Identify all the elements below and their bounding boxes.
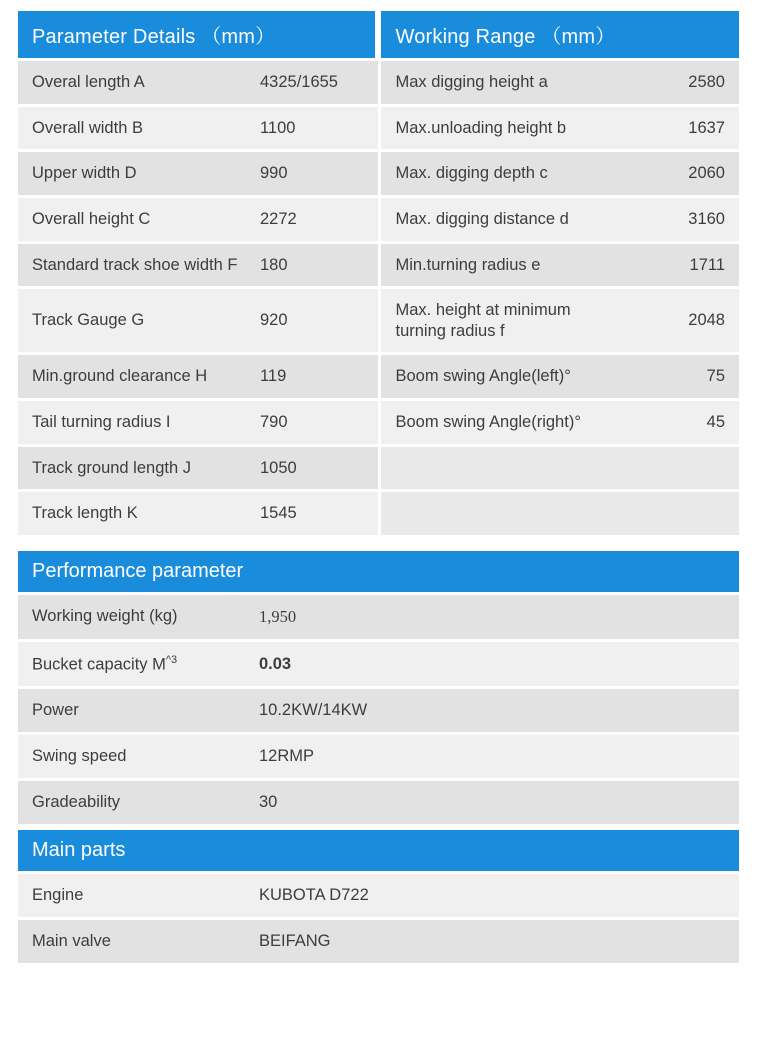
row-label-right: Max.unloading height b xyxy=(381,107,618,150)
row-label-left: Overal length A xyxy=(18,61,256,104)
table-row xyxy=(18,642,739,687)
table-row xyxy=(18,595,739,639)
row-label-left: Tail turning radius I xyxy=(18,401,256,444)
row-label-right: Max. digging depth c xyxy=(381,152,618,195)
row-value-right: 2048 xyxy=(618,289,739,352)
row-value-right: 1637 xyxy=(618,107,739,150)
parameter-table xyxy=(18,8,739,538)
row-value-left: 1100 xyxy=(256,107,379,150)
row-value: 10.2KW/14KW xyxy=(255,689,739,732)
row-label-right: Boom swing Angle(left)° xyxy=(381,355,618,398)
section-divider xyxy=(18,538,739,548)
row-label-right: Min.turning radius e xyxy=(381,244,618,287)
row-label: Power xyxy=(18,689,255,732)
table-row xyxy=(18,401,739,444)
table-row xyxy=(18,874,739,917)
row-label-text: Bucket capacity M xyxy=(32,655,166,674)
row-value-left: 1050 xyxy=(256,447,379,490)
table-row xyxy=(18,735,739,778)
table-row xyxy=(18,244,739,287)
row-value: 30 xyxy=(255,781,739,824)
empty-cell xyxy=(381,447,739,490)
row-value-left: 2272 xyxy=(256,198,379,241)
row-label-left: Standard track shoe width F xyxy=(18,244,256,287)
row-label-left: Min.ground clearance H xyxy=(18,355,256,398)
table-row xyxy=(18,152,739,195)
row-label-superscript: ^3 xyxy=(165,653,178,666)
row-label-right: Max digging height a xyxy=(381,61,618,104)
row-value-right: 75 xyxy=(618,355,739,398)
row-value-left: 990 xyxy=(256,152,379,195)
row-value-right: 2580 xyxy=(618,61,739,104)
row-value: 1,950 xyxy=(255,595,739,639)
row-label-left: Track ground length J xyxy=(18,447,256,490)
row-value-left: 119 xyxy=(256,355,379,398)
table-row xyxy=(18,198,739,241)
row-label-left: Track Gauge G xyxy=(18,289,256,352)
table-row xyxy=(18,920,739,963)
row-value-left: 790 xyxy=(256,401,379,444)
parameter-details-header: Parameter Details （mm） xyxy=(18,11,378,58)
row-value-left: 180 xyxy=(256,244,379,287)
row-value-right: 45 xyxy=(618,401,739,444)
row-label: Main valve xyxy=(18,920,255,963)
table-row xyxy=(18,107,739,150)
row-label: Working weight (kg) xyxy=(18,595,255,639)
performance-title: Performance parameter xyxy=(18,551,739,592)
row-label-right: Boom swing Angle(right)° xyxy=(381,401,618,444)
row-value: 12RMP xyxy=(255,735,739,778)
row-label-left: Upper width D xyxy=(18,152,256,195)
table-row xyxy=(18,492,739,535)
row-value-left: 1545 xyxy=(256,492,379,535)
row-label-right: Max. digging distance d xyxy=(381,198,618,241)
row-label: Gradeability xyxy=(18,781,255,824)
row-label-left: Track length K xyxy=(18,492,256,535)
row-value-left: 920 xyxy=(256,289,379,352)
row-label-left: Overall width B xyxy=(18,107,256,150)
row-value: BEIFANG xyxy=(255,920,739,963)
table-row xyxy=(18,289,739,352)
row-value-right: 1711 xyxy=(618,244,739,287)
row-label xyxy=(18,642,255,687)
row-value-left: 4325/1655 xyxy=(256,61,379,104)
row-label: Engine xyxy=(18,874,255,917)
performance-table xyxy=(18,548,739,828)
table-row xyxy=(18,61,739,104)
table-row xyxy=(18,355,739,398)
main-parts-title: Main parts xyxy=(18,830,739,871)
row-label-right: Max. height at minimum turning radius f xyxy=(381,289,618,352)
table-row xyxy=(18,689,739,732)
table-header-row xyxy=(18,11,739,58)
main-parts-table xyxy=(18,827,739,966)
row-value-right: 3160 xyxy=(618,198,739,241)
row-label: Swing speed xyxy=(18,735,255,778)
table-row xyxy=(18,447,739,490)
table-row xyxy=(18,781,739,824)
row-label-left: Overall height C xyxy=(18,198,256,241)
performance-header-row xyxy=(18,551,739,592)
empty-cell xyxy=(381,492,739,535)
row-value: KUBOTA D722 xyxy=(255,874,739,917)
row-value-right: 2060 xyxy=(618,152,739,195)
working-range-header: Working Range （mm） xyxy=(381,11,739,58)
main-parts-header-row xyxy=(18,830,739,871)
row-value: 0.03 xyxy=(255,642,739,687)
